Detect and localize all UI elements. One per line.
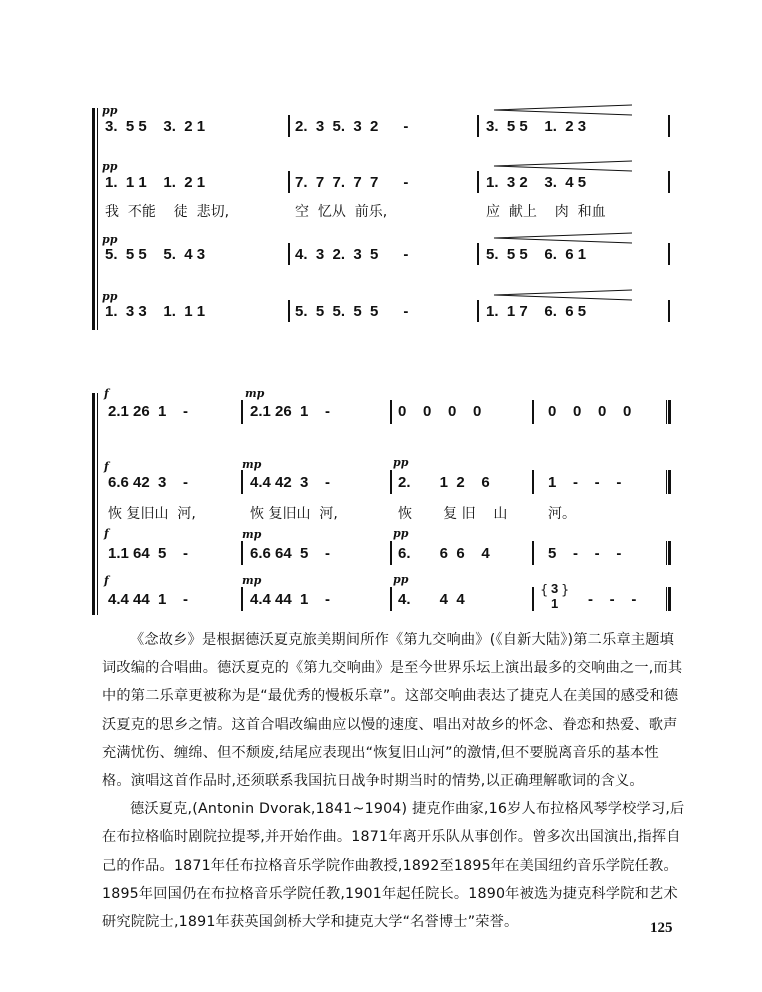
barline — [532, 587, 534, 611]
barline — [288, 115, 290, 137]
lyrics-measure-2: 空 忆从 前乐, — [295, 204, 388, 220]
dynamic-marking: f — [104, 527, 109, 540]
dynamic-marking: pp — [393, 527, 409, 540]
dynamic-marking: f — [104, 387, 109, 400]
tenor-measure-4: 5 - - - — [548, 545, 622, 562]
barline — [288, 300, 290, 322]
barline — [288, 243, 290, 265]
bass-measure-2: 4.4 44 1 - — [250, 591, 331, 608]
soprano-measure-2: 2. 3 5. 3 2 - — [295, 118, 409, 135]
dynamic-marking: pp — [393, 456, 409, 469]
lyrics-measure-3: 恢 复 旧 山 — [398, 506, 508, 522]
soprano-measure-4: 0 0 0 0 — [548, 403, 632, 420]
alto-measure-1: 1. 1 1 1. 2 1 — [105, 174, 206, 191]
dynamic-marking: f — [104, 460, 109, 473]
page-number: 125 — [650, 920, 673, 936]
barline — [668, 243, 670, 265]
dynamic-marking: mp — [242, 528, 262, 541]
tenor-measure-2: 4. 3 2. 3 5 - — [295, 246, 409, 263]
tenor-measure-3: 6. 6 6 4 — [398, 545, 490, 562]
barline — [532, 470, 534, 494]
bass-measure-3: 4. 4 4 — [398, 591, 465, 608]
system-bracket — [92, 108, 95, 330]
crescendo-hairpin — [492, 104, 632, 116]
chord-top-note: 3 — [551, 581, 559, 596]
crescendo-hairpin — [492, 232, 632, 244]
barline — [477, 300, 479, 322]
barline — [390, 400, 392, 424]
lyrics-measure-4: 河。 — [548, 506, 576, 522]
system-bracket-line — [97, 108, 98, 330]
lyrics-measure-2: 恢 复旧山 河, — [250, 506, 338, 522]
chord-brace: { — [540, 583, 549, 598]
soprano-measure-1: 2.1 26 1 - — [108, 403, 189, 420]
barline — [241, 470, 243, 494]
tenor-measure-1: 1.1 64 5 - — [108, 545, 189, 562]
system-bracket-line — [97, 393, 98, 615]
alto-measure-2: 4.4 42 3 - — [250, 474, 331, 491]
barline — [241, 587, 243, 611]
bass-measure-2: 5. 5 5. 5 5 - — [295, 303, 409, 320]
barline — [390, 541, 392, 565]
barline — [668, 300, 670, 322]
barline — [477, 243, 479, 265]
chord-bottom-note: 1 — [551, 596, 559, 611]
barline — [390, 587, 392, 611]
barline — [241, 541, 243, 565]
paragraph-intro: 《念故乡》是根据德沃夏克旅美期间所作《第九交响曲》(《自新大陆》)第二乐章主题填词改编的合唱曲。德沃夏克的《第九交响曲》是至今世界乐坛上演出最多的交响曲之一,而其中的第二乐章更被称为是“最优秀的慢板乐章”。这部交响曲表达了捷克人在美国的感受和德沃夏克的思乡之情。这首合唱改编曲应以慢的速度、唱出对故乡的怀念、眷恋和热爱、歌声充满忧伤、缠绵、但不颓废,结尾应表现出“恢复旧山河”的激情,但不要脱离音乐的基本性格。演唱这首作品时,还须联系我国抗日战争时期当时的情势,以正确理解歌词的含义。 — [102, 632, 683, 790]
dynamic-marking: pp — [102, 233, 118, 246]
dynamic-marking: mp — [242, 458, 262, 471]
lyrics-measure-1: 恢 复旧山 河, — [108, 506, 196, 522]
final-barline — [666, 541, 671, 565]
barline — [288, 171, 290, 193]
tenor-measure-3: 5. 5 5 6. 6 1 — [486, 246, 587, 263]
crescendo-hairpin — [492, 160, 632, 172]
bass-measure-1: 1. 3 3 1. 1 1 — [105, 303, 206, 320]
dynamic-marking: f — [104, 574, 109, 587]
soprano-measure-3: 3. 5 5 1. 2 3 — [486, 118, 587, 135]
final-barline — [666, 400, 671, 424]
dynamic-marking: mp — [245, 387, 265, 400]
chord-brace: } — [561, 583, 570, 598]
bass-measure-3: 1. 1 7 6. 6 5 — [486, 303, 587, 320]
barline — [241, 400, 243, 424]
soprano-measure-2: 2.1 26 1 - — [250, 403, 331, 420]
alto-measure-4: 1 - - - — [548, 474, 622, 491]
paragraph-composer-bio: 德沃夏克,(Antonin Dvorak,1841~1904) 捷克作曲家,16岁人布拉格风琴学校学习,后在布拉格临时剧院拉提琴,并开始作曲。1871年离开乐队从事创作。曾多次出国演出,指挥自己的作品。1871年任布拉格音乐学院作曲教授,1892至1895年在美国纽约音乐学院任教。1895年回国仍在布拉格音乐学院任教,1901年起任院长。1890年被选为捷克科学院和艺术研究院院士,1891年获英国剑桥大学和捷克大学“名誉博士”荣誉。 — [102, 801, 685, 931]
alto-measure-3: 1. 3 2 3. 4 5 — [486, 174, 587, 191]
dynamic-marking: pp — [102, 104, 118, 117]
soprano-measure-1: 3. 5 5 3. 2 1 — [105, 118, 206, 135]
barline — [477, 115, 479, 137]
lyrics-measure-3: 应 献上 肉 和血 — [486, 204, 606, 220]
bass-measure-1: 4.4 44 1 - — [108, 591, 189, 608]
barline — [532, 400, 534, 424]
alto-measure-1: 6.6 42 3 - — [108, 474, 189, 491]
bass-measure-4: - - - — [588, 591, 637, 608]
system-bracket — [92, 393, 95, 615]
crescendo-hairpin — [492, 289, 632, 301]
barline — [668, 115, 670, 137]
tenor-measure-2: 6.6 64 5 - — [250, 545, 331, 562]
barline — [532, 541, 534, 565]
lyrics-measure-1: 我 不能 徒 悲切, — [105, 204, 230, 220]
final-barline — [666, 587, 671, 611]
barline — [668, 171, 670, 193]
barline — [477, 171, 479, 193]
tenor-measure-1: 5. 5 5 5. 4 3 — [105, 246, 206, 263]
description-text — [102, 626, 686, 936]
dynamic-marking: mp — [242, 574, 262, 587]
barline — [390, 470, 392, 494]
alto-measure-2: 7. 7 7. 7 7 - — [295, 174, 409, 191]
dynamic-marking: pp — [102, 160, 118, 173]
dynamic-marking: pp — [393, 573, 409, 586]
alto-measure-3: 2. 1 2 6 — [398, 474, 490, 491]
dynamic-marking: pp — [102, 290, 118, 303]
final-barline — [666, 470, 671, 494]
soprano-measure-3: 0 0 0 0 — [398, 403, 482, 420]
